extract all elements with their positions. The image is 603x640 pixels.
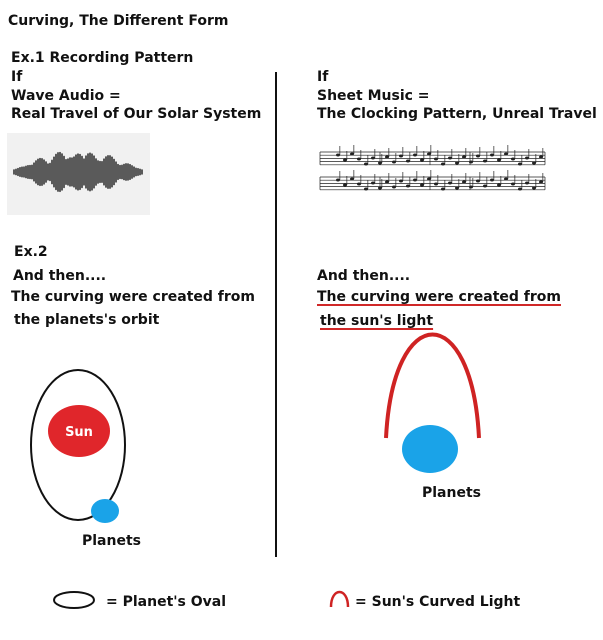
ex1-heading: Ex.1 Recording Pattern: [11, 50, 194, 66]
sun-light-diagram: [386, 335, 479, 474]
legend-arc-icon: [331, 592, 348, 607]
right-then-label: And then....: [317, 268, 411, 284]
sun-curved-light-arc: [386, 335, 479, 439]
left-line2: Real Travel of Our Solar System: [11, 106, 262, 122]
legend-oval-label: = Planet's Oval: [106, 594, 227, 610]
left-line1: Wave Audio =: [11, 88, 121, 104]
page-title: Curving, The Different Form: [8, 13, 229, 29]
left-then-label: And then....: [13, 268, 107, 284]
left-planets-label: Planets: [82, 533, 141, 549]
orbit-diagram: [31, 370, 125, 523]
sheet-music-image: [320, 145, 545, 191]
ex2-heading: Ex.2: [14, 244, 48, 260]
left-if-label: If: [11, 69, 23, 85]
audio-waveform-image: [7, 133, 150, 215]
left-curving-line2: the planets's orbit: [14, 312, 160, 328]
legend-arc-label: = Sun's Curved Light: [355, 594, 521, 610]
right-planets-label: Planets: [422, 485, 481, 501]
right-line2: The Clocking Pattern, Unreal Travel: [317, 106, 597, 122]
right-planet-circle: [402, 425, 458, 473]
left-planet-circle: [91, 499, 119, 523]
right-curving-line1: The curving were created from: [317, 289, 561, 305]
right-line1: Sheet Music =: [317, 88, 430, 104]
left-curving-line1: The curving were created from: [11, 289, 255, 305]
right-if-label: If: [317, 69, 329, 85]
sun-label: Sun: [65, 425, 93, 440]
legend-oval-icon: [54, 592, 94, 608]
right-curving-line2: the sun's light: [320, 313, 434, 329]
